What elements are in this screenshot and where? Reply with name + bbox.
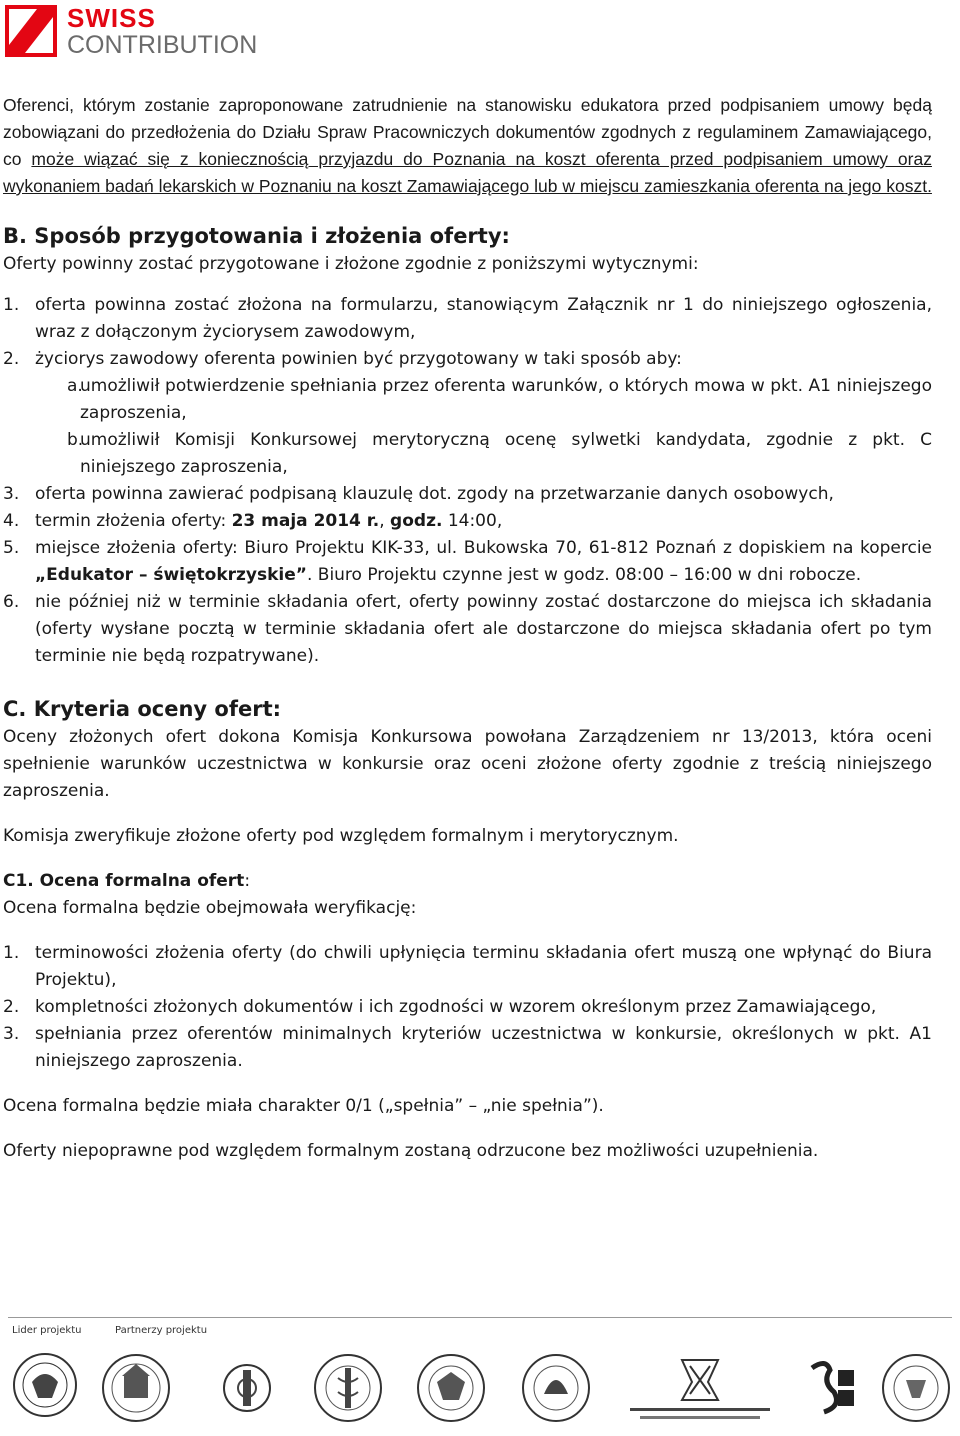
list-item: 2. kompletności złożonych dokumentów i ich zgodności w wzorem określonym przez Zamawiającego,: [3, 997, 877, 1017]
section-b-list: [3, 292, 932, 373]
section-c-para3: Ocena formalna będzie miała charakter 0/1 („spełnia” – „nie spełnia”).: [3, 1096, 604, 1116]
partners-label: Partnerzy projektu: [115, 1325, 208, 1336]
list-item: 3. oferta powinna zawierać podpisaną klauzulę dot. zgody na przetwarzanie danych osobowych,: [3, 484, 834, 504]
section-b-lead: Oferty powinny zostać przygotowane i złożone zgodnie z poniższymi wytycznymi:: [3, 254, 699, 274]
list-item: 2. życiorys zawodowy oferenta powinien być przygotowany w taki sposób aby:: [3, 349, 682, 369]
leader-label: Lider projektu: [12, 1325, 82, 1336]
list-item: 6. nie później niż w terminie składania ofert, oferty powinny zostać dostarczone do miejsca ich składania (oferty wysłane pocztą w terminie składania ofert ale dostarczone do miejsca składania ofert po tym terminie nie będą rozpatrywane).: [3, 592, 932, 666]
bialystok-university-seal-icon: [312, 1352, 384, 1428]
logo-line2: CONTRIBUTION: [67, 31, 258, 59]
logo-line1: SWISS: [67, 3, 156, 33]
section-b-heading: B. Sposób przygotowania i złożenia oferty:: [3, 224, 510, 248]
gdansk-university-seal-icon: [222, 1352, 272, 1428]
section-c-para4: Oferty niepoprawne pod względem formalnym zostaną odrzucone bez możliwości uzupełnienia.: [3, 1141, 819, 1161]
leader-seal-icon: [12, 1352, 78, 1422]
list-item: 1. terminowości złożenia oferty (do chwili upłynięcia terminu składania ofert muszą one wpłynąć do Biura Projektu),: [3, 943, 932, 990]
section-c-para2: Komisja zweryfikuje złożone oferty pod względem formalnym i merytorycznym.: [3, 826, 679, 846]
footer: [0, 1312, 960, 1436]
sub-list-item: b. umożliwił Komisji Konkursowej merytoryczną ocenę sylwetki kandydata, zgodnie z pkt. C niniejszego zaproszenia,: [67, 430, 932, 477]
section-c-para1: Oceny złożonych ofert dokona Komisja Konkursowa powołana Zarządzeniem nr 13/2013, która oceni spełnienie warunków uczestnictwa w konkursie oraz oceni złożone oferty zgodnie z treścią niniejszego zaproszenia.: [3, 727, 932, 801]
opole-school-seal-icon: [880, 1352, 952, 1428]
c1-lead: Ocena formalna będzie obejmowała weryfikację:: [3, 898, 417, 918]
university-seal-icon: [84, 1352, 188, 1428]
logo-mark-icon: [5, 5, 57, 57]
document-body: [3, 92, 932, 1165]
jagiellonian-university-logo-icon: [620, 1352, 780, 1428]
section-b-sublist: [3, 373, 932, 481]
lublin-university-seal-icon: [520, 1352, 592, 1428]
warsaw-medical-seal-icon: [415, 1352, 487, 1428]
list-item: 4. termin złożenia oferty: 23 maja 2014 r., godz. 14:00,: [3, 511, 503, 531]
intro-underlined: może wiązać się z koniecznością przyjazdu do Poznania na koszt oferenta przed podpisaniem umowy oraz wykonaniem badań lekarskich w Poznaniu na koszt Zamawiającego lub w miejscu zamieszkania oferenta na jego koszt.: [3, 149, 932, 196]
c1-heading: C1. Ocena formalna ofert:: [3, 871, 251, 891]
sum-logo-icon: [800, 1352, 860, 1428]
c1-list: [3, 940, 932, 1075]
swiss-contribution-logo: [5, 5, 257, 58]
list-item: 3. spełniania przez oferentów minimalnych kryteriów uczestnictwa w konkursie, określonych w pkt. A1 niniejszego zaproszenia.: [3, 1024, 932, 1071]
list-item: 5. miejsce złożenia oferty: Biuro Projektu KIK-33, ul. Bukowska 70, 61-812 Poznań z dopiskiem na kopercie „Edukator – świętokrzyskie”. Biuro Projektu czynne jest w godz. 08:00 – 16:00 w dni robocze.: [3, 538, 932, 585]
footer-divider: [8, 1317, 952, 1318]
intro-paragraph: Oferenci, którym zostanie zaproponowane zatrudnienie na stanowisku edukatora przed podpisaniem umowy będą zobowiązani do przedłożenia do Działu Spraw Pracowniczych dokumentów zgodnych z regulaminem Zamawiającego, co może wiązać się z koniecznością przyjazdu do Poznania na koszt oferenta przed podpisaniem umowy oraz wykonaniem badań lekarskich w Poznaniu na koszt Zamawiającego lub w miejscu zamieszkania oferenta na jego koszt.: [3, 95, 932, 196]
sub-list-item: a. umożliwił potwierdzenie spełniania przez oferenta warunków, o których mowa w pkt. A1 niniejszego zaproszenia,: [67, 376, 932, 423]
section-c-heading: C. Kryteria oceny ofert:: [3, 697, 282, 721]
list-item: 1. oferta powinna zostać złożona na formularzu, stanowiącym Załącznik nr 1 do niniejszego ogłoszenia, wraz z dołączonym życiorysem zawodowym,: [3, 295, 932, 342]
section-b-list-cont: [3, 481, 932, 670]
